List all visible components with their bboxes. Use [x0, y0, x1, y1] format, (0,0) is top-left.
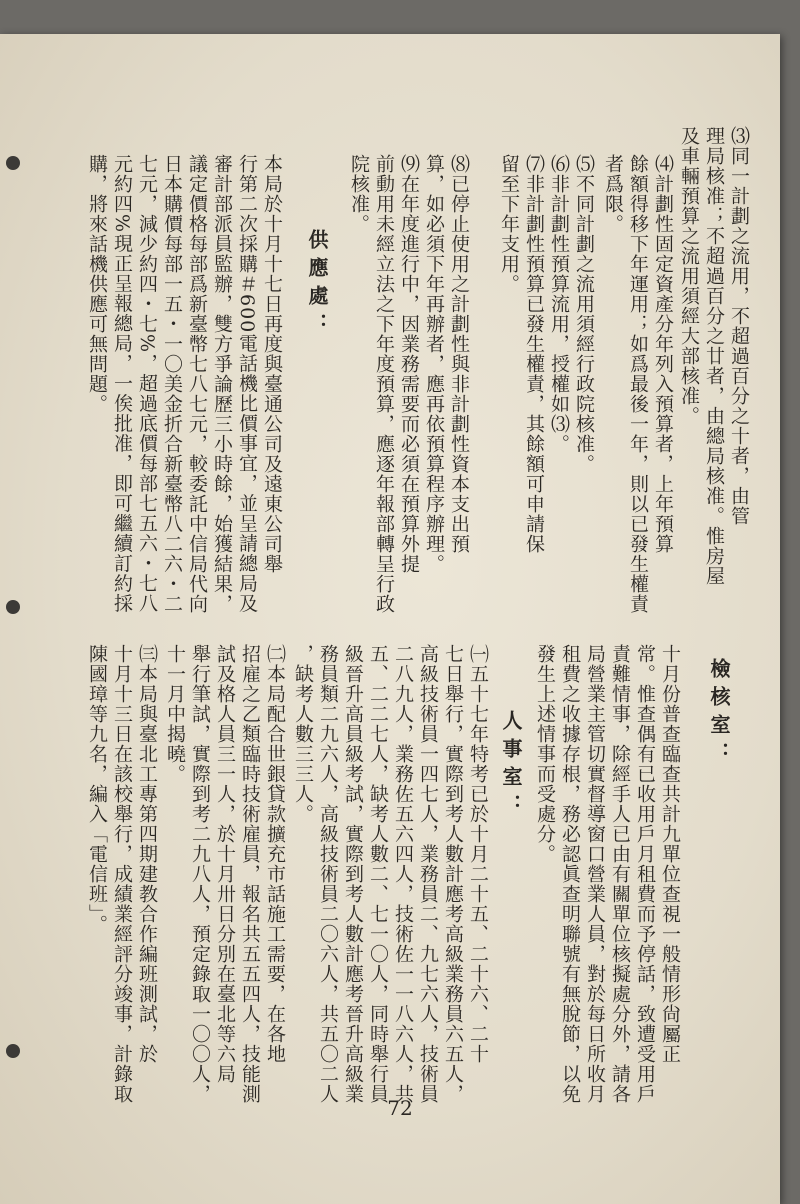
audit-office-text: 十月份普查臨查共計九單位查視一般情形尙屬正 常。惟查偶有已收用戶月租費而予停話，致遭受用戶 責難情事，除經手人已由有關單位核擬處分外，請各 局營業主管切實督導窗口營業人員，對於每日所收月 租費之收據存根，務必認眞查明聯號有無脫節，以免 發生上述情事而受處分。: [534, 644, 681, 1104]
supply-office-text: 本局於十月十七日再度與臺通公司及遠東公司舉 行第二次採購＃600電話機比價事宜，並呈請總局及 審計部派員監辦，雙方爭論歷三小時餘，始獲結果， 議定價格每部爲新臺幣七八七元，較委託中信局代向 日本購價每部一五・一〇美金折合新臺幣八二六・二 七元，減少約四・七%，超過底價每部七五六・七八 元約四%現正呈報總局，一俟批准，即可繼續訂約採 購，將來話機供應可無問題。: [86, 154, 283, 614]
page-number: 72: [387, 1096, 413, 1120]
upper-para-5-7: ⑸不同計劃之流用須經行政院核准。 ⑹非計劃性預算流用，授權如⑶。 ⑺非計劃性預算已發生權責，其餘額可申請保 留至下年支用。: [498, 154, 595, 554]
upper-para-8-9: ⑻已停止使用之計劃性與非計劃性資本支出預 算，如必須下年再辦者，應再依預算程序辦理。 ⑼在年度進行中，因業務需要而必須在預算外提 前動用未經立法之下年度預算，應逐年報部轉呈行政 院核准。: [348, 154, 470, 614]
binder-hole: [6, 1044, 20, 1058]
binder-hole: [6, 156, 20, 170]
upper-para-4: ⑷計劃性固定資產分年列入預算者，上年預算 餘額得移下年運用；如爲最後一年，則以已發生權責 者爲限。: [602, 154, 674, 614]
personnel-item-1: ㈠五十七年特考已於十月二十五、二十六、二十 七日舉行，實際到考人數計應考高級業務員六五人， 高級技術員一四七人，業務員二、九七六人，技術員 二八九人，業務佐五六四人，技術佐一一八六人，共 五、二二七人，缺考人數二、七一〇人，同時舉行員 級晉升高員級考試，實際到考人數計應考晉升高級業 務員類二九六人，高級技術員二〇六人，共五〇二人 ，缺考人數三三人。: [292, 644, 489, 1104]
document-page: [0, 34, 780, 1204]
heading-supply-office: 供應處：: [305, 229, 329, 341]
personnel-item-3: ㈢本局與臺北工專第四期建教合作編班測試，於 十月十三日在該校舉行，成績業經評分竣事，計錄取 陳國璋等九名，編入「電信班」。: [86, 644, 158, 1104]
heading-personnel-office: 人事室：: [499, 710, 523, 822]
binder-hole: [6, 600, 20, 614]
heading-audit-office: 檢核室：: [707, 658, 731, 770]
personnel-item-2: ㈡本局配合世銀貸款擴充市話施工需要，在各地 招雇之乙類臨時技術雇員，報名共五五四人，技能測 試及格人員三一人，於十月卅日分別在臺北等六局 舉行筆試，實際到考二九八人，預定錄取一〇〇人， 十一月中揭曉。: [164, 644, 286, 1104]
upper-para-3: ⑶同一計劃之流用，不超過百分之十者，由管 理局核准；不超過百分之廿者，由總局核准。惟房屋 及車輛預算之流用須經大部核准。: [678, 126, 750, 586]
